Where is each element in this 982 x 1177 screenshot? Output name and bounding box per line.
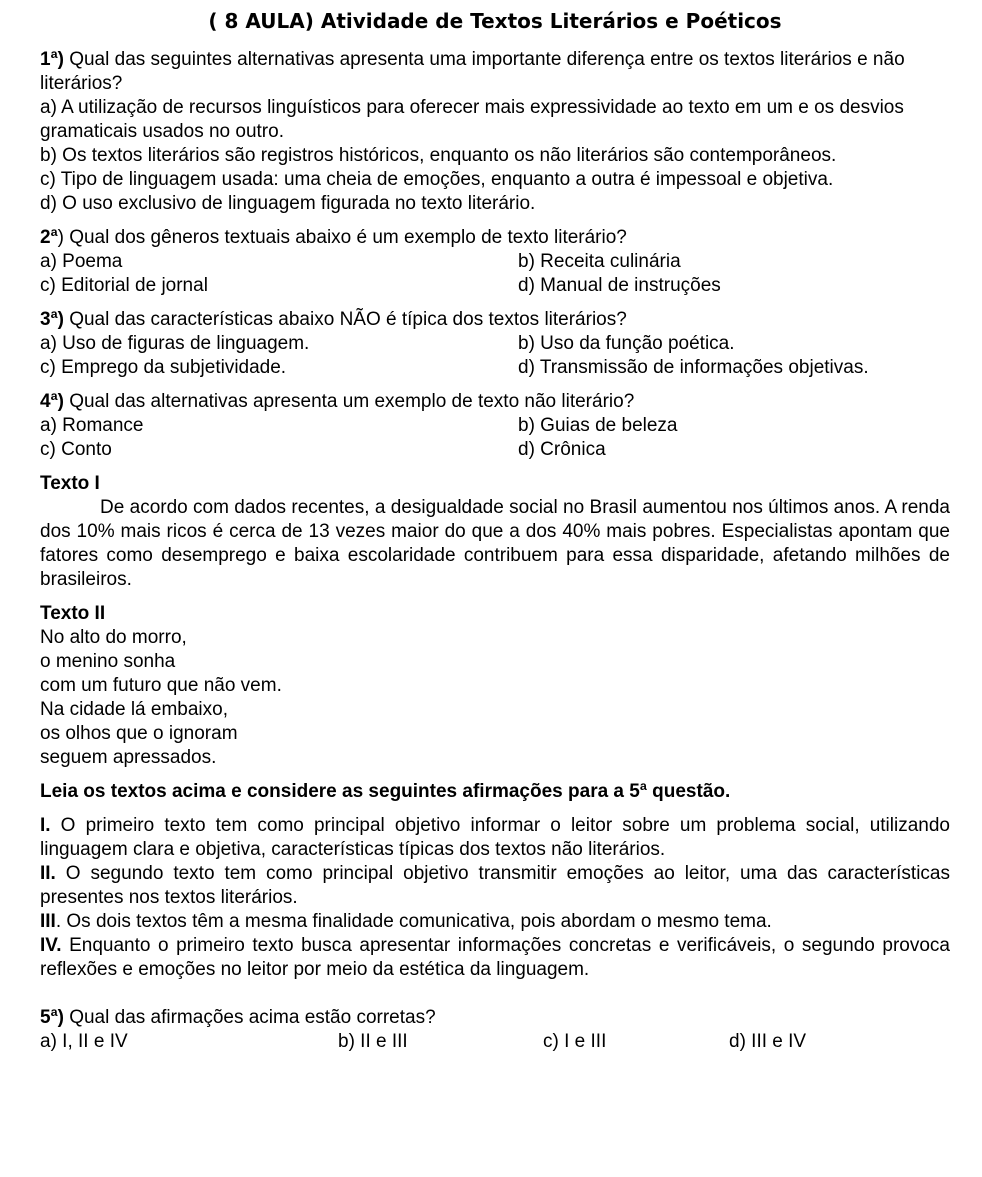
question-4-option-a: a) Romance bbox=[40, 415, 144, 436]
question-5-options bbox=[40, 1030, 950, 1054]
question-2-text: ) Qual dos gêneros textuais abaixo é um exemplo de texto literário? bbox=[57, 227, 627, 248]
question-3-option-c: c) Emprego da subjetividade. bbox=[40, 357, 287, 378]
statement-1 bbox=[40, 814, 950, 862]
question-5 bbox=[40, 1006, 950, 1054]
question-3-number: 3ª) bbox=[40, 309, 64, 330]
statements bbox=[40, 814, 950, 982]
statement-2-text: O segundo texto tem como principal objetivo transmitir emoções ao leitor, uma das características presentes nos textos literários. bbox=[40, 863, 950, 908]
question-1 bbox=[40, 48, 950, 216]
question-4-number: 4ª) bbox=[40, 391, 64, 412]
instruction: Leia os textos acima e considere as seguintes afirmações para a 5ª questão. bbox=[40, 781, 731, 802]
question-3-option-d: d) Transmissão de informações objetivas. bbox=[518, 357, 869, 378]
question-1-option-a: a) A utilização de recursos linguísticos para oferecer mais expressividade ao texto em um e os desvios gramaticais usados no outro. bbox=[40, 97, 904, 142]
question-3 bbox=[40, 308, 950, 380]
question-2 bbox=[40, 226, 950, 298]
question-2-option-c: c) Editorial de jornal bbox=[40, 275, 208, 296]
statement-4-number: IV. bbox=[40, 935, 62, 956]
question-1-stem bbox=[40, 48, 950, 96]
question-2-option-b: b) Receita culinária bbox=[518, 251, 681, 272]
statement-3 bbox=[40, 910, 950, 934]
question-3-option-b: b) Uso da função poética. bbox=[518, 333, 735, 354]
question-5-option-b: b) II e III bbox=[338, 1031, 408, 1052]
statement-1-text: O primeiro texto tem como principal objetivo informar o leitor sobre um problema social, utilizando linguagem clara e objetiva, características típicas dos textos não literários. bbox=[40, 815, 950, 860]
page-title: ( 8 AULA) Atividade de Textos Literários e Poéticos bbox=[208, 9, 782, 33]
text-2-title: Texto II bbox=[40, 603, 106, 624]
question-3-text: Qual das características abaixo NÃO é típica dos textos literários? bbox=[63, 309, 627, 330]
text-1 bbox=[40, 472, 950, 592]
question-2-options bbox=[40, 250, 950, 298]
question-5-option-a: a) I, II e IV bbox=[40, 1031, 128, 1052]
question-1-option-b: b) Os textos literários são registros históricos, enquanto os não literários são contemporâneos. bbox=[40, 145, 837, 166]
question-1-option-d: d) O uso exclusivo de linguagem figurada no texto literário. bbox=[40, 193, 536, 214]
question-5-text: Qual das afirmações acima estão corretas? bbox=[63, 1007, 436, 1028]
poem-line: Na cidade lá embaixo, bbox=[40, 699, 228, 720]
question-2-option-a: a) Poema bbox=[40, 251, 123, 272]
question-3-options bbox=[40, 332, 950, 380]
question-4-stem bbox=[40, 390, 950, 414]
poem-line: o menino sonha bbox=[40, 651, 176, 672]
question-4 bbox=[40, 390, 950, 462]
question-2-stem bbox=[40, 226, 950, 250]
statement-3-text: . Os dois textos têm a mesma finalidade comunicativa, pois abordam o mesmo tema. bbox=[55, 911, 772, 932]
question-5-option-d: d) III e IV bbox=[729, 1031, 807, 1052]
text-1-body: De acordo com dados recentes, a desigualdade social no Brasil aumentou nos últimos anos. A renda dos 10% mais ricos é cerca de 13 vezes maior do que a dos 40% mais pobres. Especialistas apontam que fatores como desemprego e baixa escolaridade contribuem para essa disparidade, afetando milhões de brasileiros. bbox=[40, 497, 950, 590]
question-2-number: 2ª bbox=[40, 227, 58, 248]
question-5-stem bbox=[40, 1006, 950, 1030]
statement-2 bbox=[40, 862, 950, 910]
question-2-option-d: d) Manual de instruções bbox=[518, 275, 721, 296]
text-2 bbox=[40, 602, 950, 770]
question-4-option-d: d) Crônica bbox=[518, 439, 606, 460]
question-3-option-a: a) Uso de figuras de linguagem. bbox=[40, 333, 310, 354]
question-5-option-c: c) I e III bbox=[543, 1031, 607, 1052]
question-1-text: Qual das seguintes alternativas apresenta uma importante diferença entre os textos literários e não literários? bbox=[40, 49, 905, 94]
spacer bbox=[40, 982, 950, 1006]
poem-line: os olhos que o ignoram bbox=[40, 723, 238, 744]
poem-line: com um futuro que não vem. bbox=[40, 675, 282, 696]
question-4-option-c: c) Conto bbox=[40, 439, 112, 460]
question-4-option-b: b) Guias de beleza bbox=[518, 415, 678, 436]
statement-2-number: II. bbox=[40, 863, 56, 884]
poem-line: No alto do morro, bbox=[40, 627, 187, 648]
worksheet bbox=[40, 8, 950, 1064]
statement-3-number: III bbox=[40, 911, 56, 932]
poem-line: seguem apressados. bbox=[40, 747, 217, 768]
question-3-stem bbox=[40, 308, 950, 332]
statement-4 bbox=[40, 934, 950, 982]
question-4-text: Qual das alternativas apresenta um exemplo de texto não literário? bbox=[63, 391, 635, 412]
question-5-number: 5ª) bbox=[40, 1007, 64, 1028]
statement-1-number: I. bbox=[40, 815, 51, 836]
question-4-options bbox=[40, 414, 950, 462]
text-1-title: Texto I bbox=[40, 473, 100, 494]
question-1-number: 1ª) bbox=[40, 49, 64, 70]
question-1-option-c: c) Tipo de linguagem usada: uma cheia de emoções, enquanto a outra é impessoal e objetiva. bbox=[40, 169, 834, 190]
statement-4-text: Enquanto o primeiro texto busca apresentar informações concretas e verificáveis, o segundo provoca reflexões e emoções no leitor por meio da estética da linguagem. bbox=[40, 935, 950, 980]
